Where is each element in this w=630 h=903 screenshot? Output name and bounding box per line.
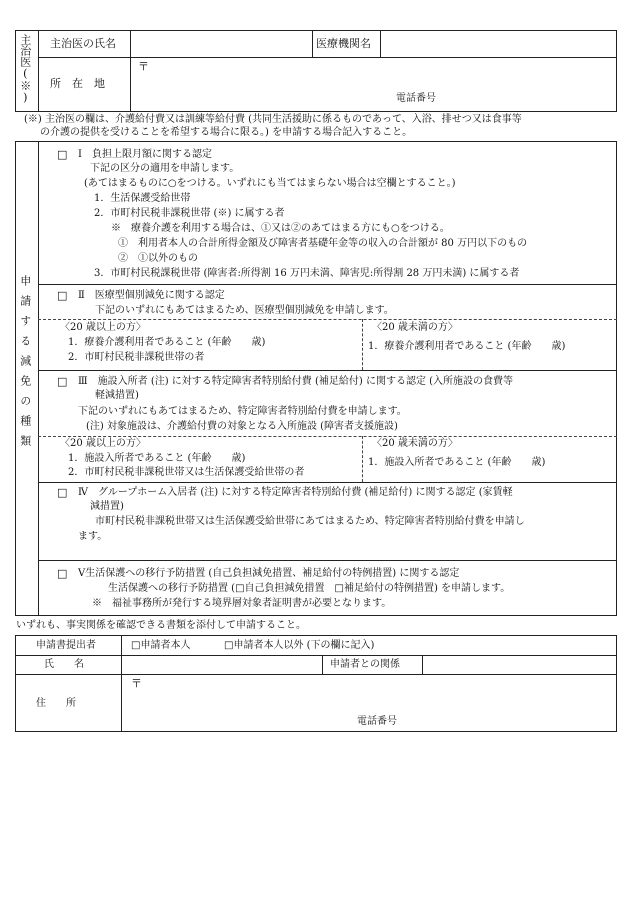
divider [322, 655, 323, 674]
sec4-title: Ⅳ グループホーム入居者 (注) に対する特定障害者特別給付費 (補足給付) に関する認定 (家賃軽 [78, 487, 513, 498]
divider [362, 436, 363, 482]
doctor-note-line2: の介護の提供を受けることを希望する場合に限る。) を申請する場合記入すること。 [40, 127, 413, 138]
sec5-checkbox[interactable]: □ [57, 567, 68, 580]
sec3-right-1: 1．施設入所者であること (年齢 歳) [368, 457, 546, 468]
sec2-left-1: 1．療養介護利用者であること (年齢 歳) [68, 337, 266, 348]
sec5-line2: ※ 福祉事務所が発行する境界層対象者証明書が必要となります。 [92, 598, 392, 609]
sec3-line2: (注) 対象施設は、介護給付費の対象となる入所施設 (障害者支援施設) [86, 421, 398, 432]
submitter-other-option[interactable]: □申請者本人以外 (下の欄に記入) [224, 640, 375, 651]
applicant-name-label: 氏 名 [44, 659, 84, 670]
sec1-title: Ⅰ 負担上限月額に関する認定 [78, 149, 212, 160]
divider [312, 30, 313, 57]
divider [38, 30, 39, 112]
sec1-option-3: 3．市町村民税課税世帯 (障害者:所得割 16 万円未満、障害児:所得割 28 万円未満) に属する者 [94, 268, 520, 279]
sec3-line1: 下記のいずれにもあてはまるため、特定障害者特別給付費を申請します。 [78, 406, 407, 417]
sec1-line1: 下記の区分の適用を申請します。 [90, 163, 240, 174]
sec2-left-head: 〈20 歳以上の方〉 [60, 322, 146, 333]
institution-field[interactable] [381, 31, 616, 56]
relation-field[interactable] [423, 656, 616, 673]
relation-label: 申請者との関係 [330, 659, 400, 670]
sec1-checkbox[interactable]: □ [57, 148, 68, 161]
divider [362, 319, 363, 370]
sec1-sub-1: ① 利用者本人の合計所得金額及び障害者基礎年金等の収入の合計額が 80 万円以下のもの [118, 238, 528, 249]
submitter-self-option[interactable]: □申請者本人 [131, 640, 191, 651]
doctor-name-label: 主治医の氏名 [50, 37, 116, 50]
divider [38, 284, 617, 285]
sec3-title: Ⅲ 施設入所者 (注) に対する特定障害者特別給付費 (補足給付) に関する認定 (入所施設の食費等 [78, 376, 514, 387]
divider [38, 319, 617, 320]
reduction-side-label: 申請する減免の種類 [18, 275, 32, 455]
sec3-left-head: 〈20 歳以上の方〉 [60, 438, 146, 449]
institution-label: 医療機関名 [316, 37, 371, 50]
sec1-option-2: 2．市町村民税非課税世帯 (※) に属する者 [94, 208, 285, 219]
doctor-phone-label: 電話番号 [396, 93, 436, 104]
sec5-line1: 生活保護への移行予防措置 (□自己負担減免措置 □補足給付の特例措置) を申請します。 [108, 583, 511, 594]
applicant-phone-label: 電話番号 [357, 716, 397, 727]
sec3-left-2: 2．市町村民税非課税世帯又は生活保護受給世帯の者 [68, 467, 305, 478]
doctor-address-field[interactable] [131, 58, 616, 111]
doctor-name-field[interactable] [131, 31, 311, 56]
doctor-postal-mark: 〒 [138, 60, 149, 73]
sec2-left-2: 2．市町村民税非課税世帯の者 [68, 352, 205, 363]
sec1-option-1: 1．生活保護受給世帯 [94, 193, 191, 204]
sec1-note: ※ 療養介護を利用する場合は、①又は②のあてはまる方にも○をつける。 [111, 223, 450, 234]
divider [38, 370, 617, 371]
attach-note: いずれも、事実関係を確認できる書類を添付して申請すること。 [16, 620, 306, 631]
doctor-note-line1: (※) 主治医の欄は、介護給付費又は訓練等給付費 (共同生活援助に係るものであって、入浴、排せつ又は食事等 [24, 114, 522, 125]
sec1-sub-2: ② ①以外のもの [118, 253, 198, 264]
sec4-line2: ます。 [78, 531, 108, 542]
sec3-checkbox[interactable]: □ [57, 375, 68, 388]
sec4-title-cont: 減措置) [90, 501, 124, 512]
divider [38, 436, 617, 437]
divider [38, 482, 617, 483]
sec2-line1: 下記のいずれにもあてはまるため、医療型個別減免を申請します。 [95, 305, 394, 316]
doctor-side-label: 主治医(※) [18, 34, 32, 104]
divider [38, 141, 39, 616]
sec2-right-1: 1．療養介護利用者であること (年齢 歳) [368, 341, 566, 352]
doctor-address-label: 所 在 地 [50, 77, 105, 90]
divider [38, 560, 617, 561]
sec5-title: Ⅴ生活保護への移行予防措置 (自己負担減免措置、補足給付の特例措置) に関する認定 [78, 568, 460, 579]
sec4-checkbox[interactable]: □ [57, 486, 68, 499]
sec2-title: Ⅱ 医療型個別減免に関する認定 [78, 290, 225, 301]
applicant-postal-mark: 〒 [131, 677, 142, 690]
applicant-name-field[interactable] [122, 656, 321, 673]
sec2-right-head: 〈20 歳未満の方〉 [372, 322, 458, 333]
sec3-right-head: 〈20 歳未満の方〉 [372, 438, 458, 449]
applicant-address-label: 住 所 [36, 698, 76, 709]
sec3-title-cont: 軽減措置) [95, 390, 139, 401]
sec2-checkbox[interactable]: □ [57, 289, 68, 302]
sec3-left-1: 1．施設入所者であること (年齢 歳) [68, 453, 246, 464]
sec4-line1: 市町村民税非課税世帯又は生活保護受給世帯にあてはまるため、特定障害者特別給付費を申請し [95, 516, 525, 527]
submitter-label: 申請書提出者 [36, 640, 96, 651]
sec1-line2: (あてはまるものに○をつける。いずれにも当てはまらない場合は空欄とすること。) [84, 178, 456, 189]
